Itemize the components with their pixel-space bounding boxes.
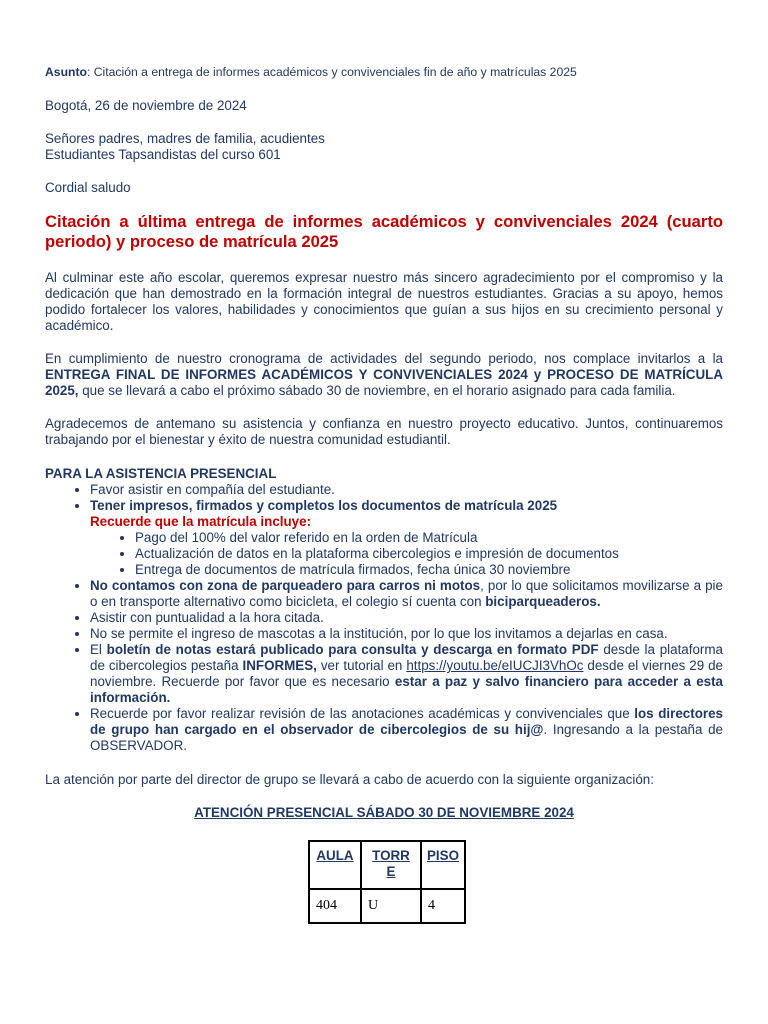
- list-item: • Asistir con puntualidad a la hora citada.: [90, 610, 723, 626]
- bike-parking-bold: biciparqueaderos.: [485, 594, 601, 609]
- list-item: • Actualización de datos en la plataforma cibercolegios e impresión de documentos: [135, 546, 723, 562]
- parking-text: , por lo que solicitamos movilizarse a pie o en transporte alternativo como bicicleta, el colegio sí cuenta con: [90, 578, 723, 609]
- recipients-line-2: Estudiantes Tapsandistas del curso 601: [45, 147, 281, 162]
- closing-line: La atención por parte del director de grupo se llevará a cabo de acuerdo con la siguiente organización:: [45, 772, 654, 787]
- report-text-3: ver tutorial en: [316, 658, 407, 673]
- list-item: • No se permite el ingreso de mascotas a la institución, por lo que los invitamos a dejarlas en casa.: [90, 626, 723, 642]
- header-piso: PISO: [421, 841, 465, 889]
- table-row: [309, 889, 465, 923]
- paragraph-gratitude: Al culminar este año escolar, queremos expresar nuestro más sincero agradecimiento por el compromiso y la dedicación que han demostrado en la formación integral de nuestros estudiantes. Gracias a su apoyo, hemos podido fortalecer los valores, habilidades y conocimientos que guían a sus hijos en su crecimiento personal y académico.: [45, 270, 723, 333]
- list-item: [90, 642, 723, 706]
- header-aula: AULA: [309, 841, 361, 889]
- list-item: • Favor asistir en compañía del estudiante.: [90, 482, 723, 498]
- report-bold-3: estar a paz y salvo financiero para acceder a esta información.: [90, 674, 724, 705]
- paragraph-thanks: Agradecemos de antemano su asistencia y confianza en nuestro proyecto educativo. Juntos, continuaremos trabajando por el bienestar y éxito de nuestra comunidad estudiantil.: [45, 416, 723, 447]
- letter-body: [45, 64, 723, 924]
- list-item: • Pago del 100% del valor referido en la orden de Matrícula: [135, 530, 723, 546]
- recipients-line-1: Señores padres, madres de familia, acudientes: [45, 131, 325, 146]
- invitation-bold: ENTREGA FINAL DE INFORMES ACADÉMICOS Y CONVIVENCIALES 2024 y PROCESO DE MATRÍCULA 2025,: [45, 367, 723, 398]
- list-item: [90, 706, 723, 754]
- list-item: [90, 578, 723, 610]
- attendance-list: [45, 482, 723, 514]
- report-text-2: desde la plataforma de cibercolegios pestaña: [90, 642, 723, 673]
- observer-bold: los directores de grupo han cargado en el observador de cibercolegios de su hij@: [90, 706, 723, 737]
- parking-bold: No contamos con zona de parqueadero para carros ni motos: [90, 578, 481, 593]
- classroom-table: [308, 840, 466, 924]
- paragraph-invitation: [45, 351, 723, 399]
- header-torre: TORR E: [361, 841, 421, 889]
- tutorial-link[interactable]: https://youtu.be/eIUCJI3VhOc: [406, 658, 584, 673]
- report-text-1: El: [90, 642, 107, 657]
- report-text-4: desde el viernes 29 de noviembre. Recuerde por favor que es necesario: [90, 658, 723, 689]
- invitation-rest: que se llevará a cabo el próximo sábado 30 de noviembre, en el horario asignado para cada familia.: [78, 383, 676, 398]
- observer-text-1: Recuerde por favor realizar revisión de las anotaciones académicas y convivenciales que: [90, 706, 635, 721]
- subject-line: [45, 64, 723, 80]
- observer-text-2: . Ingresando a la pestaña de OBSERVADOR.: [90, 722, 723, 753]
- subject-label: Asunto: [45, 65, 87, 79]
- section-title: PARA LA ASISTENCIA PRESENCIAL: [45, 466, 277, 481]
- subject-text: : Citación a entrega de informes académicos y convivenciales fin de año y matrículas 2025: [86, 65, 577, 79]
- cell-aula: 404: [309, 889, 361, 923]
- greeting: Cordial saludo: [45, 180, 131, 195]
- date-line: Bogotá, 26 de noviembre de 2024: [45, 98, 247, 113]
- invitation-intro: En cumplimiento de nuestro cronograma de actividades del segundo periodo, nos complace invitarlos a la: [45, 351, 723, 366]
- cell-piso: 4: [421, 889, 465, 923]
- enrollment-includes-heading: Recuerde que la matrícula incluye:: [90, 514, 312, 529]
- recipients: [45, 131, 723, 163]
- table-title: ATENCIÓN PRESENCIAL SÁBADO 30 DE NOVIEMBRE 2024: [194, 805, 574, 820]
- cell-torre: U: [361, 889, 421, 923]
- report-bold-1: boletín de notas estará publicado para consulta y descarga en formato PDF: [106, 642, 599, 657]
- list-item: [90, 498, 723, 514]
- table-header-row: [309, 841, 465, 889]
- attendance-list-continued: [45, 578, 723, 754]
- report-bold-2: INFORMES,: [242, 658, 317, 673]
- headline: Citación a última entrega de informes académicos y convivenciales 2024 (cuarto periodo) y proceso de matrícula 2025: [45, 212, 723, 251]
- list-item: • Entrega de documentos de matrícula firmados, fecha única 30 noviembre: [135, 562, 723, 578]
- documents-requirement: Tener impresos, firmados y completos los documentos de matrícula 2025: [90, 498, 558, 513]
- enrollment-sublist: [45, 530, 723, 578]
